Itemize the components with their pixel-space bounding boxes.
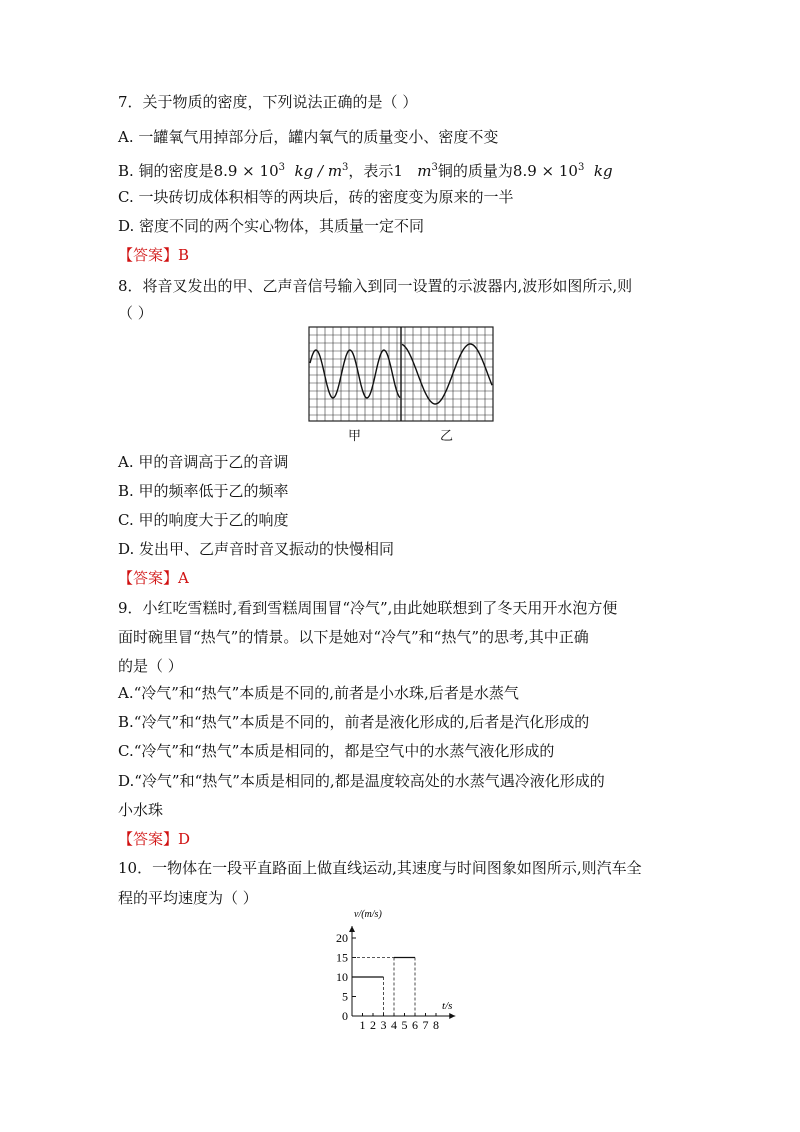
q7-option-c: C. 一块砖切成体积相等的两块后，砖的密度变为原来的一半 [118,188,514,206]
q7-b-unit3: kg [593,162,613,180]
q9-stem-line3: 的是（ ） [118,657,183,675]
q7-option-a: A. 一罐氧气用掉部分后，罐内氧气的质量变小、密度不变 [118,128,499,146]
x-tick-label: 5 [401,1018,408,1032]
q8-option-a: A. 甲的音调高于乙的音调 [118,453,289,471]
q7-b-val2: 8.9 × 10 [512,162,578,180]
q8-stem-line1: 8．将音叉发出的甲、乙声音信号输入到同一设置的示波器内,波形如图所示,则 [118,277,633,295]
x-tick-label: 4 [391,1018,397,1032]
q7-b-exp2: 3 [577,162,585,173]
y-tick-label: 5 [342,989,348,1004]
y-axis-label: v/(m/s) [354,909,382,920]
q9-stem-line1: 9．小红吃雪糕时,看到雪糕周围冒“冷气”,由此她联想到了冬天用开水泡方便 [118,599,618,617]
x-axis-label: t/s [442,1000,453,1012]
fig-label-jia: 甲 [348,429,362,444]
q8-answer: 【答案】A [118,569,189,587]
q8-option-b: B. 甲的频率低于乙的频率 [118,482,289,500]
y-tick-label: 20 [336,931,348,945]
y-tick-label: 0 [342,1009,348,1023]
q10-stem-line1: 10．一物体在一段平直路面上做直线运动,其速度与时间图象如图所示,则汽车全 [118,859,642,877]
q7-stem: 7．关于物质的密度，下列说法正确的是（ ） [118,93,418,111]
x-tick-label: 2 [370,1018,376,1032]
q7-option-d: D. 密度不同的两个实心物体，其质量一定不同 [118,217,425,235]
q9-option-b: B.“冷气”和“热气”本质是不同的，前者是液化形成的,后者是汽化形成的 [118,713,590,731]
q7-b-prefix: B. 铜的密度是 [118,162,214,180]
fig-label-yi: 乙 [440,429,454,444]
x-tick-label: 8 [433,1018,439,1032]
x-tick-label: 6 [412,1018,418,1032]
x-tick-label: 1 [359,1018,366,1032]
q7-b-unitexp: 3 [342,162,349,173]
x-axis-arrow [449,1013,455,1019]
q7-b-val1: 8.9 × 10 [213,162,279,180]
q7-b-exp1: 3 [278,162,285,173]
q9-option-d-line2: 小水珠 [118,801,164,819]
oscilloscope-figure [308,326,494,422]
q10-stem-line2: 程的平均速度为（ ） [118,889,258,907]
q7-option-b [118,161,613,181]
q7-b-unit2: m [417,162,432,180]
q7-answer: 【答案】B [118,246,190,264]
q9-option-a: A.“冷气”和“热气”本质是不同的,前者是小水珠,后者是水蒸气 [118,684,519,702]
y-axis-arrow [349,926,355,932]
velocity-time-chart [322,908,482,1036]
q8-option-d: D. 发出甲、乙声音时音叉振动的快慢相同 [118,540,395,558]
q8-option-c: C. 甲的响度大于乙的响度 [118,511,289,529]
q7-b-mid2: 铜的质量为 [437,162,513,180]
q7-b-unit1: kg / m [294,162,343,180]
q9-option-c: C.“冷气”和“热气”本质是相同的，都是空气中的水蒸气液化形成的 [118,742,555,760]
q9-option-d-line1: D.“冷气”和“热气”本质是相同的,都是温度较高处的水蒸气遇冷液化形成的 [118,772,605,790]
q8-stem-line2: （ ） [118,304,153,322]
q9-answer: 【答案】D [118,830,191,848]
q9-stem-line2: 面时碗里冒“热气”的情景。以下是她对“冷气”和“热气”的思考,其中正确 [118,628,589,646]
q7-b-unit2exp: 3 [431,162,438,173]
wave-yi [402,344,492,404]
q7-b-mid: ，表示1 [348,162,403,180]
x-tick-label: 7 [422,1018,429,1032]
y-tick-label: 10 [336,970,348,984]
y-tick-label: 15 [336,950,348,965]
x-tick-label: 3 [380,1018,387,1032]
